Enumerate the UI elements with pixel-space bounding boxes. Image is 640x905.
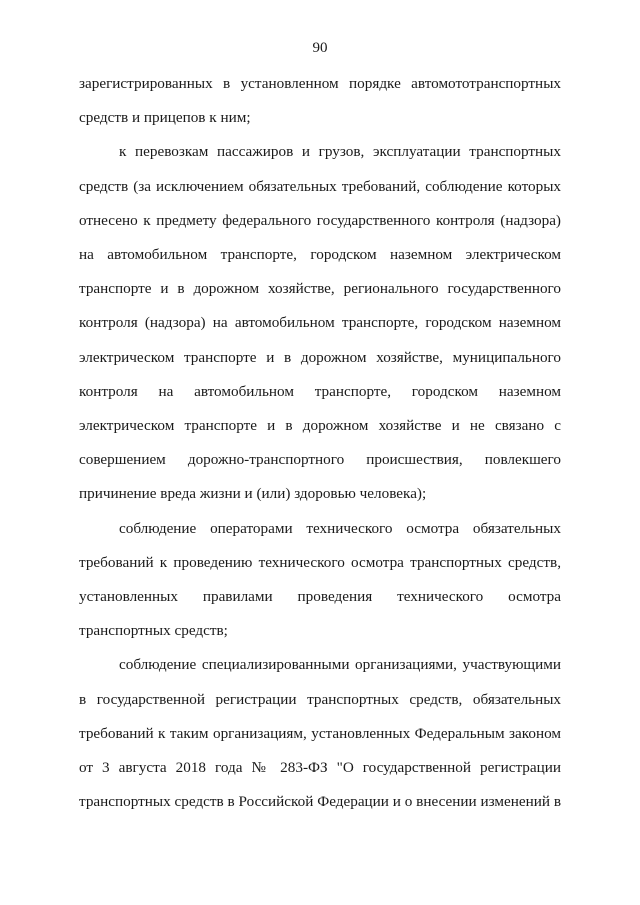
page-number: 90 [312,40,328,56]
paragraph-technical-inspection: соблюдение операторами технического осмотра обязательных требований к проведению технического осмотра транспортных средств, установленных правилами проведения технического осмотра транспортных средств; [79,519,561,640]
document-body [79,67,561,819]
paragraph-transport-operations: к перевозкам пассажиров и грузов, эксплуатации транспортных средств (за исключением обязательных требований, соблюдение которых отнесено к предмету федерального государственного контроля (надзора) на автомобильном транспорте, городском наземном электрическом транспорте и в дорожном хозяйстве, регионального государственного контроля (надзора) на автомобильном транспорте, городском наземном электрическом транспорте и в дорожном хозяйстве, муниципального контроля на автомобильном транспорте, городском наземном электрическом транспорте и в дорожном хозяйстве и не связано с совершением дорожно-транспортного происшествия, повлекшего причинение вреда жизни и (или) здоровью человека); [79,143,561,503]
paragraph-registration-organizations: соблюдение специализированными организациями, участвующими в государственной регистрации транспортных средств, обязательных требований к таким организациям, установленных Федеральным законом от 3 августа 2018 года № 283-ФЗ "О государственной регистрации транспортных средств в Российской Федерации и о внесении изменений в [79,656,561,811]
paragraph-continuation: зарегистрированных в установленном порядке автомототранспортных средств и прицепов к ним; [79,75,561,127]
